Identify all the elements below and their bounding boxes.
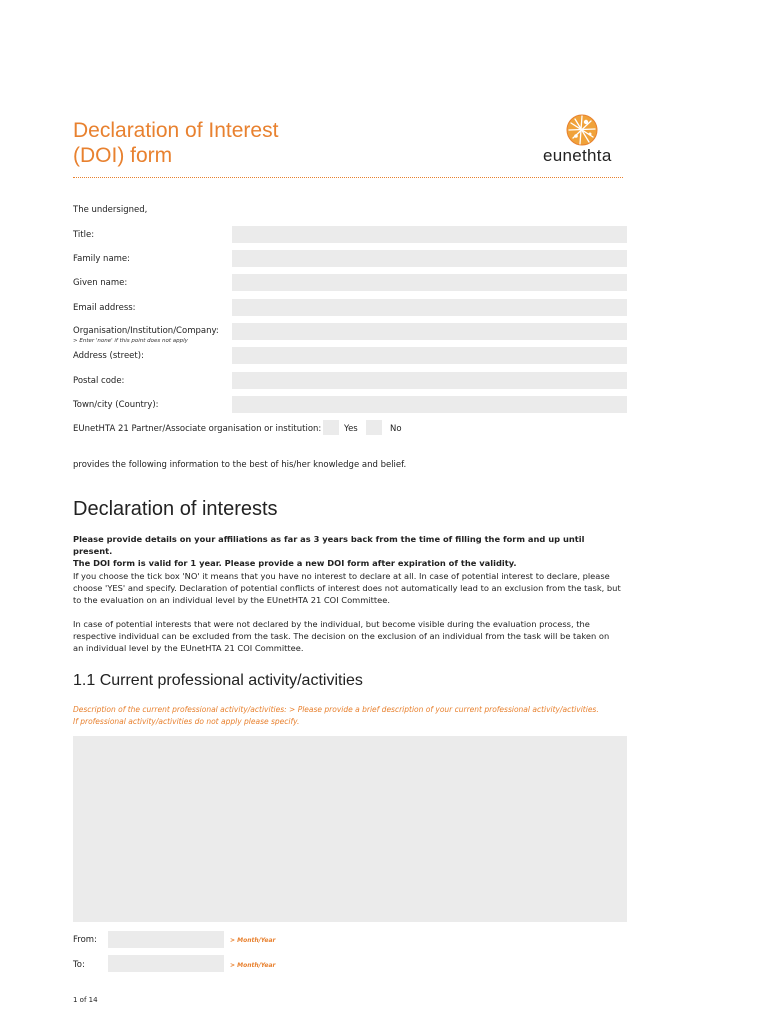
- page-number: 1 of 14: [73, 996, 98, 1004]
- family-name-input[interactable]: [232, 250, 627, 267]
- title-line-2: (DOI) form: [73, 144, 173, 167]
- intro-text: The undersigned,: [73, 205, 148, 215]
- given-name-label: Given name:: [73, 278, 128, 288]
- closing-text: provides the following information to the best of his/her knowledge and belief.: [73, 460, 407, 470]
- affiliation-line-1: Please provide details on your affiliations as far as 3 years back from the time of filling the form and up until present.: [73, 534, 585, 556]
- undeclared-interest-explanation: In case of potential interests that were not declared by the individual, but become visible during the evaluation process, the respective individual can be excluded from the task. The decision on the exclusion of an individual from the task will be taken on an individual level by the EUnetHTA 21 COI Committee.: [73, 619, 610, 653]
- town-label: Town/city (Country):: [73, 400, 159, 410]
- to-date-hint: > Month/Year: [230, 962, 276, 969]
- title-line-1: Declaration of Interest: [73, 119, 279, 142]
- given-name-input[interactable]: [232, 274, 627, 291]
- page-title: [73, 118, 278, 168]
- family-name-label: Family name:: [73, 254, 131, 264]
- from-label: From:: [73, 935, 97, 945]
- to-date-input[interactable]: [108, 955, 224, 972]
- email-label: Email address:: [73, 303, 136, 313]
- declaration-heading: Declaration of interests: [73, 498, 278, 520]
- activity-instruction-line-1: Description of the current professional activity/activities: > Please provide a brief description of your current professional activity/activities.: [73, 705, 599, 714]
- activity-instruction: [73, 704, 621, 728]
- postal-code-input[interactable]: [232, 372, 627, 389]
- yes-checkbox[interactable]: [323, 420, 339, 435]
- yes-label: Yes: [344, 424, 358, 434]
- organisation-input[interactable]: [232, 323, 627, 340]
- title-input[interactable]: [232, 226, 627, 243]
- affiliation-instruction: [73, 533, 621, 569]
- postal-code-label: Postal code:: [73, 376, 125, 386]
- organisation-hint: > Enter 'none' if this point does not apply: [73, 338, 188, 344]
- partner-question: EUnetHTA 21 Partner/Associate organisation or institution:: [73, 424, 322, 434]
- town-input[interactable]: [232, 396, 627, 413]
- tickbox-explanation: If you choose the tick box 'NO' it means that you have no interest to declare at all. In case of potential interest to declare, please choose 'YES' and specify. Declaration of potential conflicts of interest does not automatically lead to an exclusion from the task, but to the evaluation on an individual level by the EUnetHTA 21 COI Committee.: [73, 571, 621, 605]
- logo-text: eunethta: [543, 146, 612, 165]
- activity-description-textarea[interactable]: [73, 736, 627, 922]
- title-label: Title:: [73, 230, 95, 240]
- activity-instruction-line-2: If professional activity/activities do not apply please specify.: [73, 717, 300, 726]
- from-date-input[interactable]: [108, 931, 224, 948]
- section-1-1-heading: 1.1 Current professional activity/activities: [73, 672, 363, 689]
- no-checkbox[interactable]: [366, 420, 382, 435]
- from-date-hint: > Month/Year: [230, 937, 276, 944]
- address-label: Address (street):: [73, 351, 144, 361]
- affiliation-line-2: The DOI form is valid for 1 year. Please provide a new DOI form after expiration of the validity.: [73, 558, 517, 568]
- no-label: No: [390, 424, 402, 434]
- header-divider: [73, 177, 623, 178]
- email-input[interactable]: [232, 299, 627, 316]
- organisation-label: Organisation/Institution/Company:: [73, 326, 219, 336]
- to-label: To:: [73, 960, 85, 970]
- address-input[interactable]: [232, 347, 627, 364]
